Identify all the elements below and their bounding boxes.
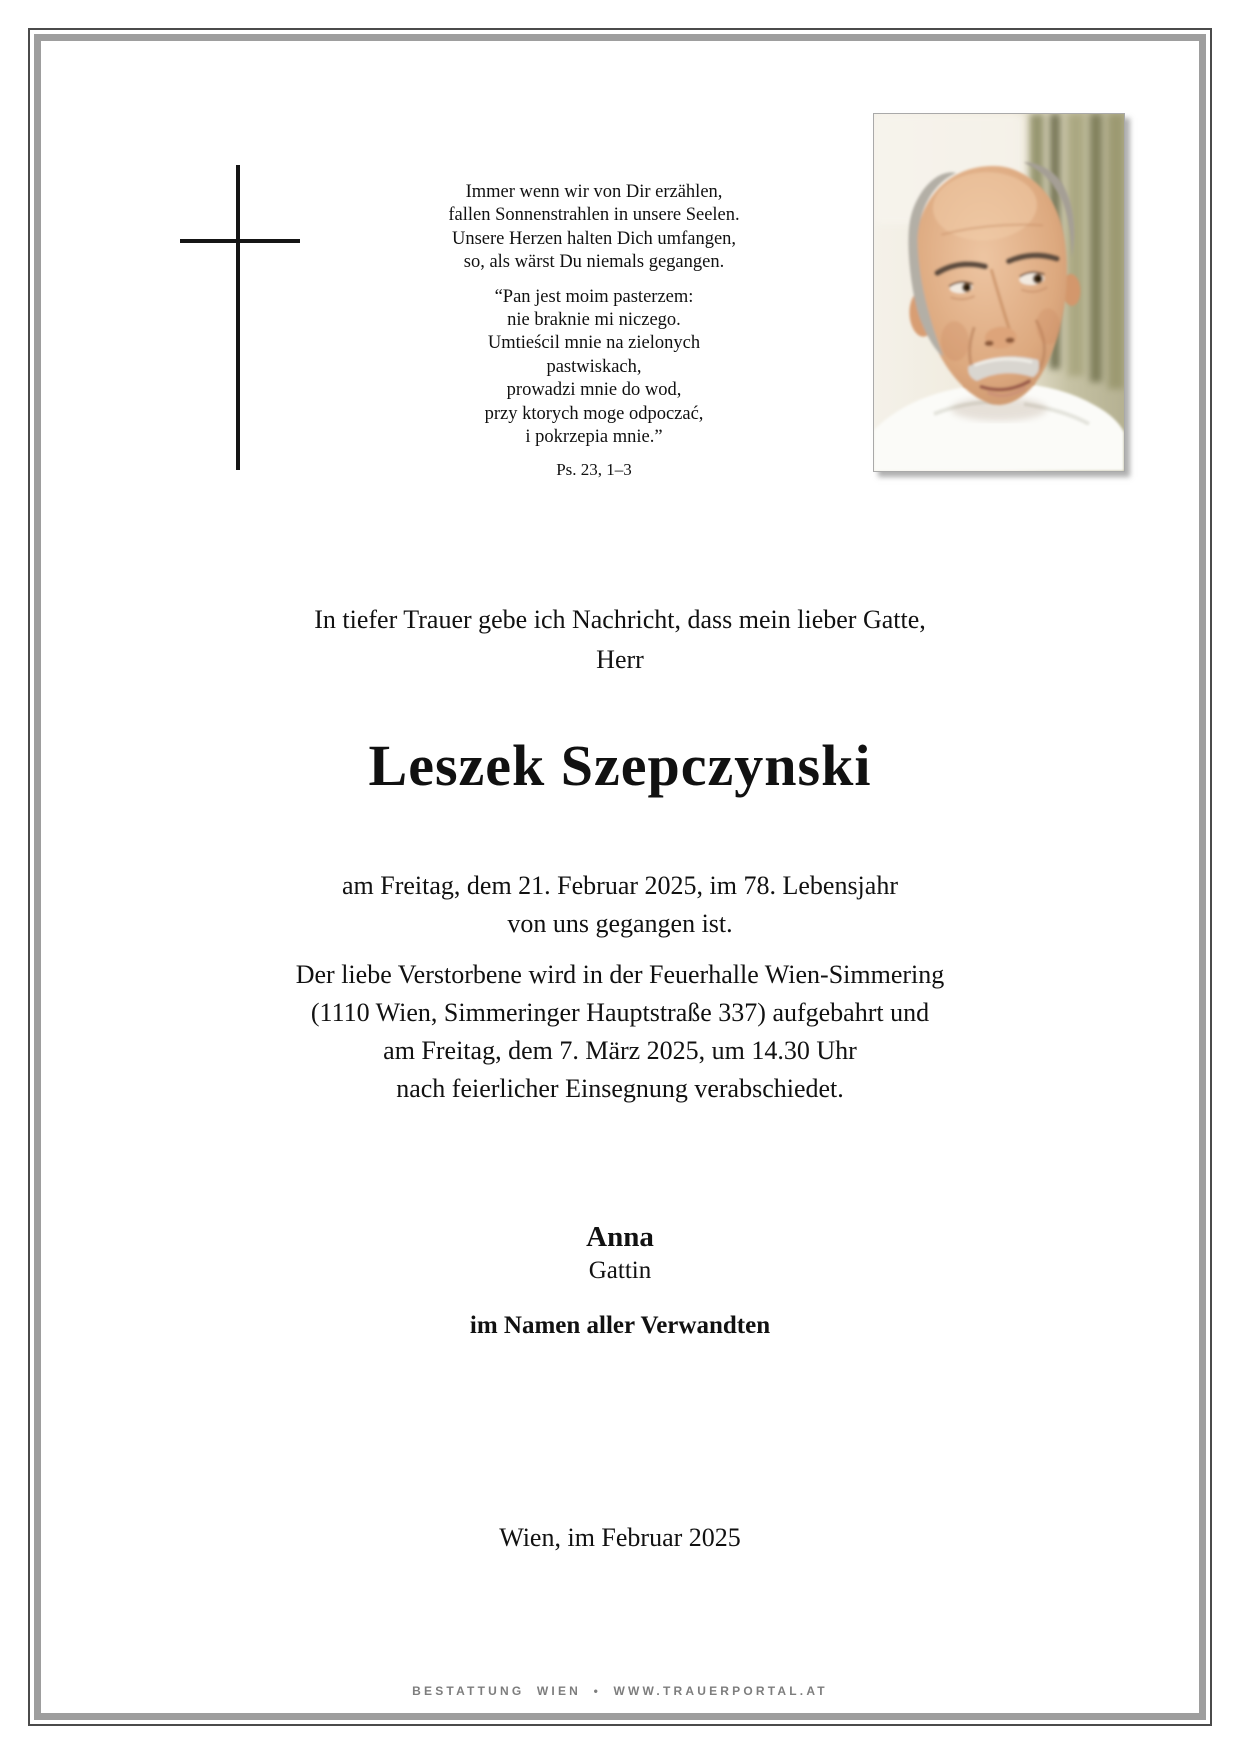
verse-polish-psalm: [344, 286, 844, 450]
deceased-name: Leszek Szepczynski: [368, 733, 872, 798]
verse-line: so, als wärst Du niemals gegangen.: [463, 252, 725, 273]
verse-line: nie braknie mi niczego.: [507, 310, 681, 331]
place-date-line: Wien, im Februar 2025: [499, 1523, 741, 1552]
funeral-info-line2: (1110 Wien, Simmeringer Hauptstraße 337) aufgebahrt und: [310, 998, 930, 1027]
cross-horizontal-bar: [180, 239, 300, 243]
footer-branding: BESTATTUNG WIEN • WWW.TRAUERPORTAL.AT: [412, 1684, 828, 1698]
verse-line: pastwiskach,: [546, 356, 642, 377]
mourners-on-behalf-note: im Namen aller Verwandten: [469, 1312, 771, 1339]
funeral-info-line4: nach feierlicher Einsegnung verabschiedet.: [396, 1074, 844, 1103]
announcement-intro-line2: Herr: [596, 645, 644, 674]
funeral-info-line3: am Freitag, dem 7. März 2025, um 14.30 Uhr: [383, 1036, 857, 1065]
verse-line: “Pan jest moim pasterzem:: [494, 286, 694, 307]
cross-vertical-bar: [236, 165, 240, 470]
psalm-citation: Ps. 23, 1–3: [556, 460, 632, 480]
verse-line: przy ktorych moge odpoczać,: [484, 403, 704, 424]
portrait-illustration: [874, 114, 1124, 471]
deceased-portrait-photo: [873, 113, 1125, 472]
funeral-info-line1: Der liebe Verstorbene wird in der Feuerhalle Wien-Simmering: [295, 960, 945, 989]
verse-line: Unsere Herzen halten Dich umfangen,: [451, 228, 737, 249]
death-date-line1: am Freitag, dem 21. Februar 2025, im 78. Lebensjahr: [342, 871, 898, 900]
mourner-name: Anna: [586, 1221, 654, 1253]
death-date-line2: von uns gegangen ist.: [507, 909, 733, 938]
memorial-verse: [344, 181, 844, 482]
funeral-info-block: [0, 956, 1240, 1108]
announcement-intro-line1: In tiefer Trauer gebe ich Nachricht, dass mein lieber Gatte,: [314, 605, 926, 634]
verse-line: prowadzi mnie do wod,: [506, 380, 682, 401]
verse-line: Umtieścil mnie na zielonych: [487, 333, 701, 354]
verse-line: Immer wenn wir von Dir erzählen,: [465, 182, 723, 202]
verse-line: fallen Sonnenstrahlen in unsere Seelen.: [448, 205, 740, 226]
death-date-block: [0, 867, 1240, 943]
mourner-relation: Gattin: [588, 1257, 652, 1284]
announcement-intro: [0, 600, 1240, 680]
verse-german: [344, 181, 844, 275]
verse-line: i pokrzepia mnie.”: [525, 427, 663, 448]
